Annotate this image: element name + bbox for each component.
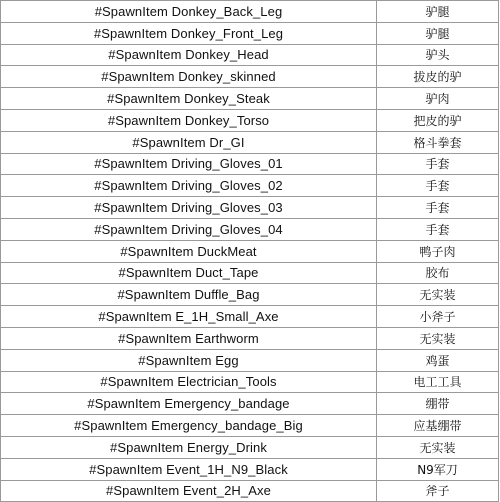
table-row [1, 131, 499, 153]
item-name-cell: 鸡蛋 [377, 349, 499, 371]
item-name-cell: 格斗拳套 [377, 131, 499, 153]
item-name-cell: 驴肉 [377, 88, 499, 110]
item-name-cell: 驴腿 [377, 1, 499, 23]
command-cell: #SpawnItem Duffle_Bag [1, 284, 377, 306]
item-name-cell: 绷带 [377, 393, 499, 415]
table-row [1, 22, 499, 44]
table-row [1, 109, 499, 131]
table-row [1, 327, 499, 349]
command-cell: #SpawnItem Electrician_Tools [1, 371, 377, 393]
item-name-cell: 胶布 [377, 262, 499, 284]
table-row [1, 480, 499, 502]
command-cell: #SpawnItem Duct_Tape [1, 262, 377, 284]
command-cell: #SpawnItem Event_1H_N9_Black [1, 458, 377, 480]
item-name-cell: 鸭子肉 [377, 240, 499, 262]
table-row [1, 458, 499, 480]
command-cell: #SpawnItem Driving_Gloves_01 [1, 153, 377, 175]
table-row [1, 306, 499, 328]
command-cell: #SpawnItem Dr_GI [1, 131, 377, 153]
item-name-cell: 手套 [377, 218, 499, 240]
item-name-cell: 电工工具 [377, 371, 499, 393]
command-cell: #SpawnItem Driving_Gloves_04 [1, 218, 377, 240]
command-cell: #SpawnItem DuckMeat [1, 240, 377, 262]
command-cell: #SpawnItem Donkey_Head [1, 44, 377, 66]
table-row [1, 371, 499, 393]
command-cell: #SpawnItem Event_2H_Axe [1, 480, 377, 502]
item-name-cell: 手套 [377, 175, 499, 197]
command-cell: #SpawnItem Donkey_skinned [1, 66, 377, 88]
command-cell: #SpawnItem Earthworm [1, 327, 377, 349]
table-row [1, 197, 499, 219]
item-name-cell: N9军刀 [377, 458, 499, 480]
item-name-cell: 无实装 [377, 327, 499, 349]
command-cell: #SpawnItem Emergency_bandage [1, 393, 377, 415]
command-cell: #SpawnItem Driving_Gloves_02 [1, 175, 377, 197]
item-name-cell: 无实装 [377, 284, 499, 306]
item-name-cell: 把皮的驴 [377, 109, 499, 131]
item-name-cell: 拔皮的驴 [377, 66, 499, 88]
command-cell: #SpawnItem Emergency_bandage_Big [1, 415, 377, 437]
table-row [1, 415, 499, 437]
command-cell: #SpawnItem Driving_Gloves_03 [1, 197, 377, 219]
table-row [1, 262, 499, 284]
table-row [1, 153, 499, 175]
item-name-cell: 无实装 [377, 436, 499, 458]
command-cell: #SpawnItem Donkey_Torso [1, 109, 377, 131]
item-name-cell: 应基绷带 [377, 415, 499, 437]
table-row [1, 436, 499, 458]
command-cell: #SpawnItem Egg [1, 349, 377, 371]
command-cell: #SpawnItem Energy_Drink [1, 436, 377, 458]
table-row [1, 175, 499, 197]
table-body [1, 1, 499, 502]
table-row [1, 218, 499, 240]
item-name-cell: 驴头 [377, 44, 499, 66]
command-cell: #SpawnItem Donkey_Front_Leg [1, 22, 377, 44]
table-row [1, 284, 499, 306]
table-row [1, 240, 499, 262]
item-name-cell: 小斧子 [377, 306, 499, 328]
command-cell: #SpawnItem E_1H_Small_Axe [1, 306, 377, 328]
item-name-cell: 斧子 [377, 480, 499, 502]
table-row [1, 44, 499, 66]
table-row [1, 66, 499, 88]
command-cell: #SpawnItem Donkey_Back_Leg [1, 1, 377, 23]
table-row [1, 1, 499, 23]
table-row [1, 393, 499, 415]
table-row [1, 88, 499, 110]
table-row [1, 349, 499, 371]
item-name-cell: 驴腿 [377, 22, 499, 44]
item-name-cell: 手套 [377, 153, 499, 175]
command-cell: #SpawnItem Donkey_Steak [1, 88, 377, 110]
item-name-cell: 手套 [377, 197, 499, 219]
